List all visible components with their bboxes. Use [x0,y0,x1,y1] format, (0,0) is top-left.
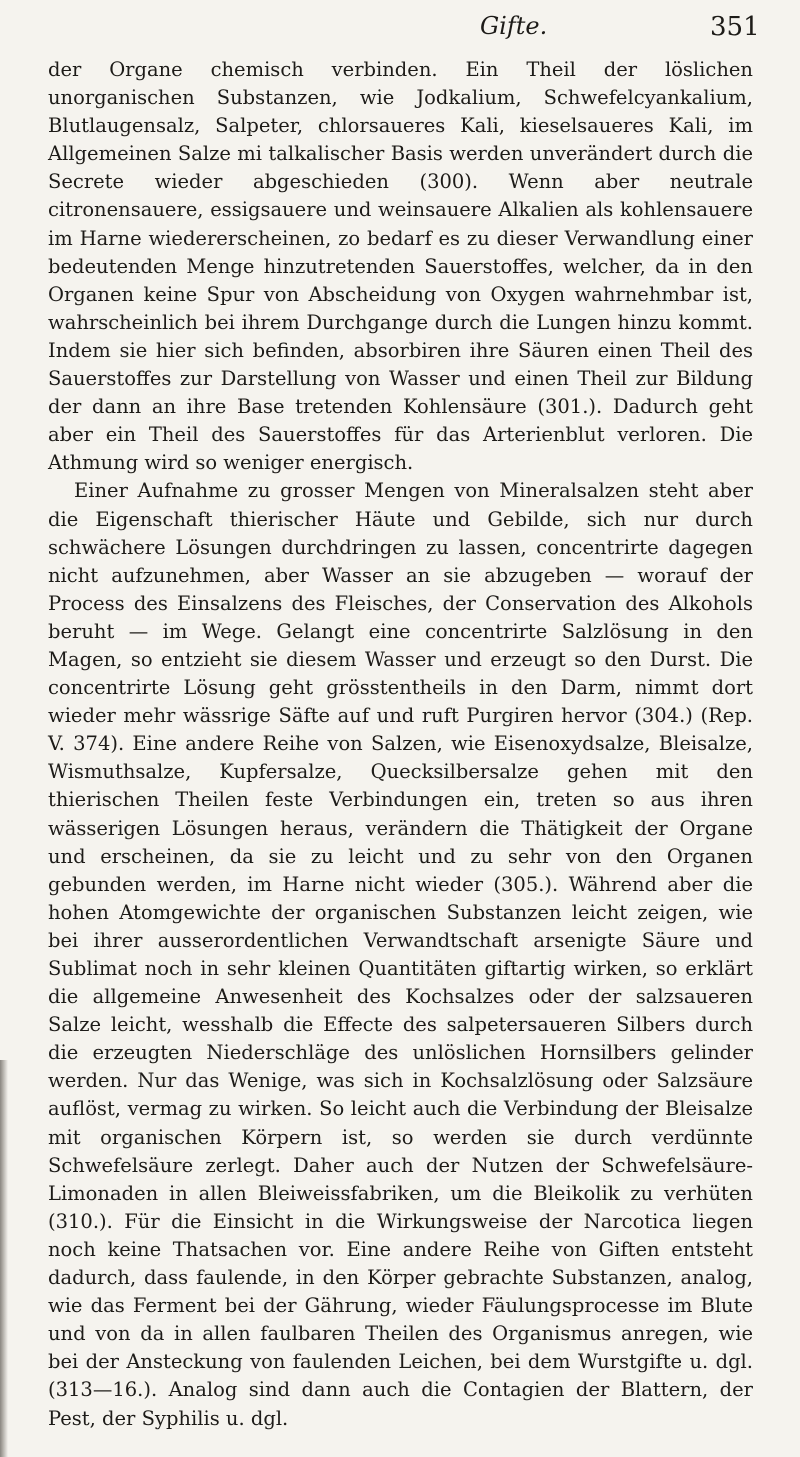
paragraph: der Organe chemisch verbinden. Ein Theil der löslichen unorganischen Substanzen, wie Jodkalium, Schwefelcyankalium, Blutlaugensalz, Salpeter, chlorsaueres Kali, kieselsaueres Kali, im Allgemeinen Salze mi talkalischer Basis werden unverändert durch die Secrete wieder abgeschieden (300). Wenn aber neutrale citronensauere, essigsauere und weinsauere Alkalien als kohlensauere im Harne wiedererscheinen, zo bedarf es zu dieser Verwandlung einer bedeutenden Menge hinzutretenden Sauerstoffes, welcher, da in den Organen keine Spur von Abscheidung von Oxygen wahrnehmbar ist, wahrscheinlich bei ihrem Durchgange durch die Lungen hinzu kommt. Indem sie hier sich befinden, absorbiren ihre Säuren einen Theil des Sauerstoffes zur Darstellung von Wasser und einen Theil zur Bildung der dann an ihre Base tretenden Kohlensäure (301.). Dadurch geht aber ein Theil des Sauerstoffes für das Arterienblut verloren. Die Athmung wird so weniger energisch. [48,58,753,475]
page-number: 351 [710,12,760,42]
page-edge-shadow [0,1060,8,1457]
paragraph: Einer Aufnahme zu grosser Mengen von Mineralsalzen steht aber die Eigenschaft thierischer Häute und Gebilde, sich nur durch schwächere Lösungen durchdringen zu lassen, concentrirte dagegen nicht aufzunehmen, aber Wasser an sie abzugeben — worauf der Process des Einsalzens des Fleisches, der Conservation des Alkohols beruht — im Wege. Gelangt eine concentrirte Salzlösung in den Magen, so entzieht sie diesem Wasser und erzeugt so den Durst. Die concentrirte Lösung geht grösstentheils in den Darm, nimmt dort wieder mehr wässrige Säfte auf und ruft Purgiren hervor (304.) (Rep. V. 374). Eine andere Reihe von Salzen, wie Eisenoxydsalze, Bleisalze, Wismuthsalze, Kupfersalze, Quecksilbersalze gehen mit den thierischen Theilen feste Verbindungen ein, treten so aus ihren wässerigen Lösungen heraus, verändern die Thätigkeit der Organe und erscheinen, da sie zu leicht und zu sehr von den Organen gebunden werden, im Harne nicht wieder (305.). Während aber die hohen Atomgewichte der organischen Substanzen leicht zeigen, wie bei ihrer ausserordentlichen Verwandtschaft arsenigte Säure und Sublimat noch in sehr kleinen Quantitäten giftartig wirken, so erklärt die allgemeine Anwesenheit des Kochsalzes oder der salzsaueren Salze leicht, wesshalb die Effecte des salpetersaueren Silbers durch die erzeugten Niederschläge des unlöslichen Hornsilbers gelinder werden. Nur das Wenige, was sich in Kochsalzlösung oder Salzsäure auflöst, vermag zu wirken. So leicht auch die Verbindung der Bleisalze mit organischen Körpern ist, so werden sie durch verdünnte Schwefelsäure zerlegt. Daher auch der Nutzen der Schwefelsäure-Limonaden in allen Bleiweissfabriken, um die Bleikolik zu verhüten (310.). Für die Einsicht in die Wirkungsweise der Narcotica liegen noch keine Thatsachen vor. Eine andere Reihe von Giften entsteht dadurch, dass faulende, in den Körper gebrachte Substanzen, analog, wie das Ferment bei der Gährung, wieder Fäulungsprocesse im Blute und von da in allen faulbaren Theilen des Organismus anregen, wie bei der Ansteckung von faulenden Leichen, bei dem Wurstgifte u. dgl. (313—16.). Analog sind dann auch die Contagien der Blattern, der Pest, der Syphilis u. dgl. [48,479,753,1430]
running-title: Gifte. [480,12,548,40]
page-header [0,8,800,48]
body-text [48,56,753,1433]
